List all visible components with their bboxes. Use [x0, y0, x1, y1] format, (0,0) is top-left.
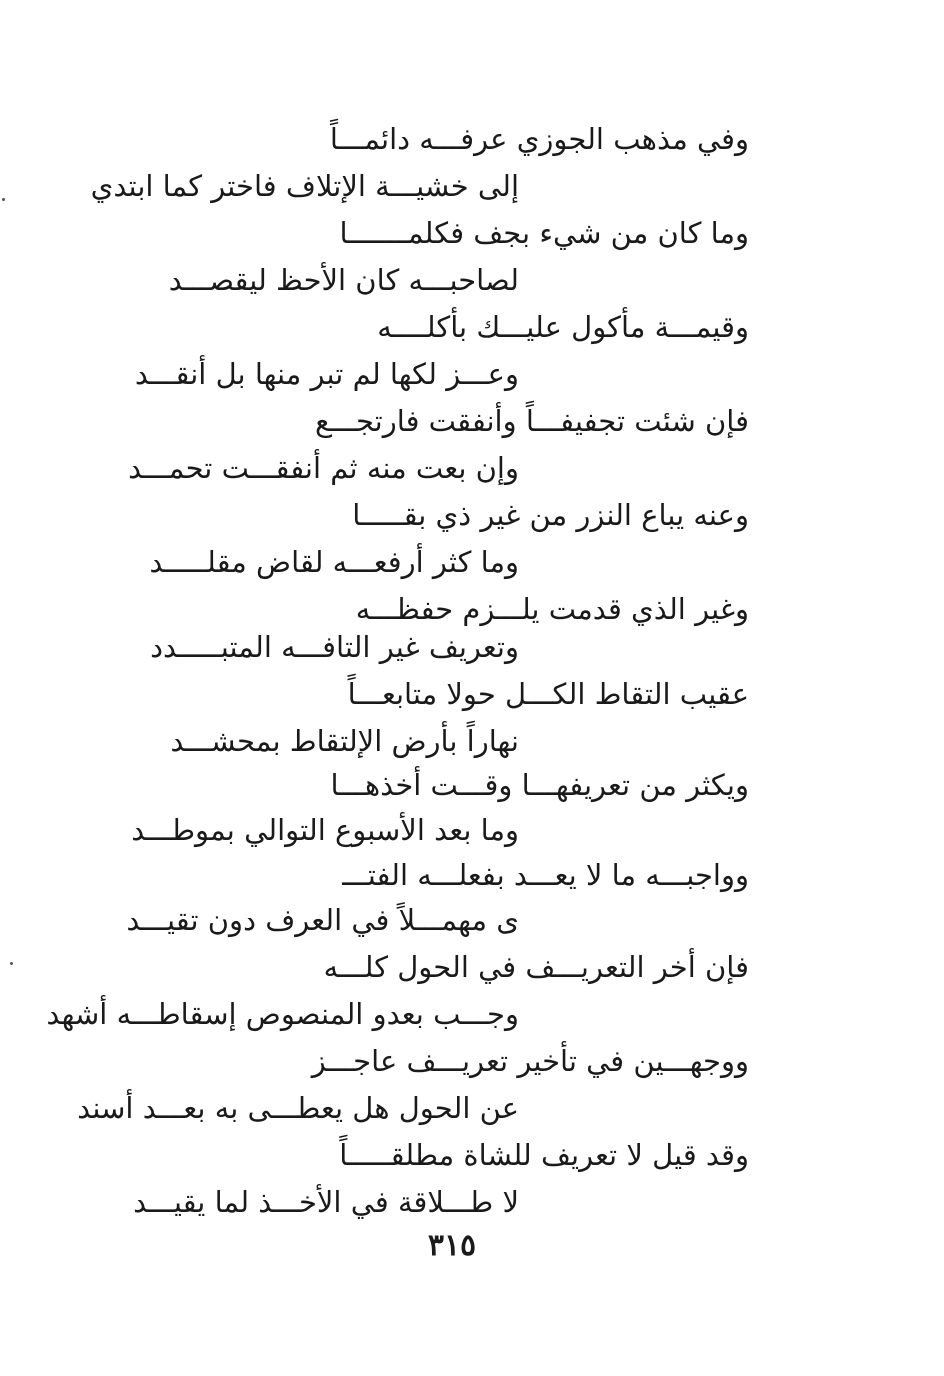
verse-line: وقيمـــة مأكول عليـــك بأكلــــه — [377, 310, 749, 344]
verse-line: وما بعد الأسبوع التوالي بموطـــد — [131, 813, 519, 847]
page-number: ٣١٥ — [427, 1228, 477, 1263]
verse-line: لا طـــلاقة في الأخـــذ لما يقيـــد — [133, 1185, 519, 1219]
verse-line: فإن شئت تجفيفـــاً وأنفقت فارتجـــع — [315, 404, 749, 438]
verse-line: عن الحول هل يعطـــى به بعـــد أسند — [77, 1091, 519, 1125]
verse-line: نهاراً بأرض الإلتقاط بمحشـــد — [170, 724, 519, 758]
verse-line: وتعريف غير التافـــه المتبـــــدد — [150, 630, 519, 664]
verse-line: ى مهمـــلاً في العرف دون تقيـــد — [126, 903, 519, 937]
verse-line: ويكثر من تعريفهـــا وقـــت أخذهـــا — [330, 768, 749, 802]
verse-line: وعنه يباع النزر من غير ذي بقـــــا — [352, 498, 749, 532]
verse-line: وواجبـــه ما لا يعـــد بفعلـــه الفتـــ — [342, 858, 749, 892]
verse-line: وإن بعت منه ثم أنفقـــت تحمـــد — [128, 451, 519, 485]
verse-line: وقد قيل لا تعريف للشاة مطلقـــــاً — [339, 1138, 749, 1172]
verse-line: ووجهـــين في تأخير تعريـــف عاجـــز — [311, 1044, 749, 1078]
verse-line: وغير الذي قدمت يلـــزم حفظـــه — [355, 592, 749, 626]
verse-line: وعـــز لكها لم تبر منها بل أنقـــد — [134, 357, 519, 391]
verse-line: وما كان من شيء بجف فكلمـــــــا — [339, 216, 749, 250]
verse-line: فإن أخر التعريـــف في الحول كلـــه — [323, 950, 749, 984]
verse-line: عقيب التقاط الكـــل حولا متابعـــاً — [347, 677, 749, 711]
verse-line: إلى خشيـــة الإتلاف فاختر كما ابتدي — [90, 169, 519, 203]
verse-line: وما كثر أرفعـــه لقاض مقلـــــد — [149, 545, 519, 579]
scan-speck — [2, 198, 5, 201]
scan-speck — [10, 962, 13, 965]
verse-line: وفي مذهب الجوزي عرفـــه دائمـــاً — [329, 122, 749, 156]
verse-line: لصاحبـــه كان الأحظ ليقصـــد — [168, 263, 519, 297]
verse-line: وجـــب بعدو المنصوص إسقاطـــه أشهد — [46, 997, 519, 1031]
